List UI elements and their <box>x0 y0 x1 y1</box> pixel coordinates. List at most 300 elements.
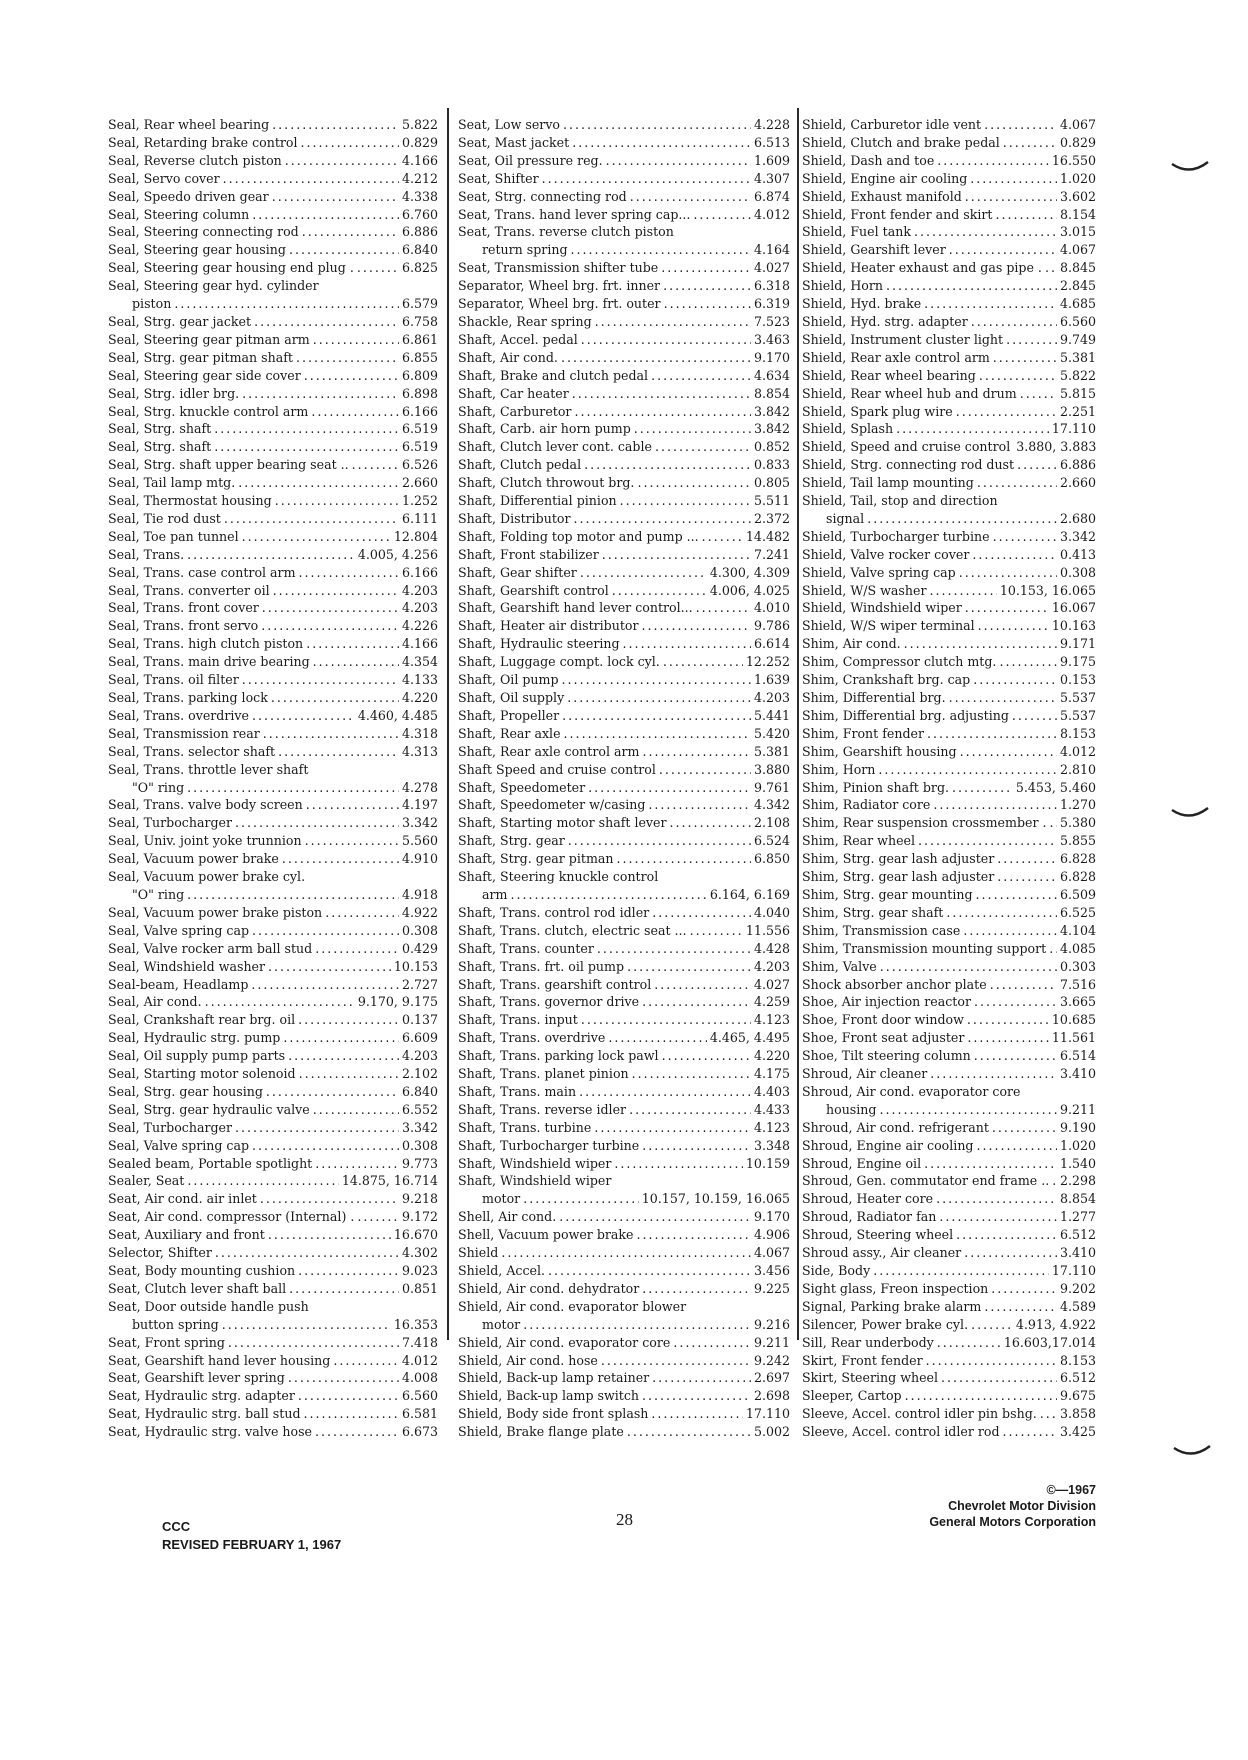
entry-reference: 4.104 <box>1059 922 1096 938</box>
index-entry <box>108 814 438 832</box>
entry-reference: 4.123 <box>753 1012 790 1028</box>
index-entry <box>802 134 1096 152</box>
dot-leader <box>926 1352 1057 1370</box>
entry-reference: 1.540 <box>1059 1155 1096 1171</box>
index-entry <box>458 152 790 170</box>
dot-leader <box>581 331 751 349</box>
entry-reference: 4.027 <box>753 260 790 276</box>
entry-reference: 0.308 <box>401 1137 438 1153</box>
dot-leader <box>608 1029 707 1047</box>
dot-leader <box>289 1280 399 1298</box>
entry-reference: 4.212 <box>401 170 438 186</box>
dot-leader <box>252 922 399 940</box>
entry-term: housing <box>826 1101 877 1117</box>
index-entry <box>108 1226 438 1244</box>
entry-reference: 8.153 <box>1059 1352 1096 1368</box>
index-entry <box>108 653 438 671</box>
dot-leader <box>984 116 1057 134</box>
index-entry <box>802 1083 1096 1101</box>
entry-term: Seal, Steering gear side cover <box>108 367 301 383</box>
entry-reference: 4.123 <box>753 1119 790 1135</box>
entry-term: Skirt, Steering wheel <box>802 1370 939 1386</box>
index-entry <box>458 313 790 331</box>
entry-reference: 9.211 <box>1059 1101 1096 1117</box>
entry-reference: 4.259 <box>753 994 790 1010</box>
index-entry <box>802 725 1096 743</box>
dot-leader <box>659 761 751 779</box>
index-entry <box>108 456 438 474</box>
index-entry <box>802 1119 1096 1137</box>
entry-term: Sill, Rear underbody <box>802 1334 934 1350</box>
page-number: 28 <box>616 1510 633 1529</box>
entry-term: Shield, Strg. connecting rod dust <box>802 457 1015 473</box>
index-entry <box>802 993 1096 1011</box>
dot-leader <box>997 868 1057 886</box>
entry-reference: 8.854 <box>1059 1191 1096 1207</box>
entry-reference: 6.673 <box>401 1424 438 1440</box>
index-entry <box>108 259 438 277</box>
entry-reference: 10.685 <box>1051 1012 1096 1028</box>
entry-term: Seal, Starting motor solenoid <box>108 1066 296 1082</box>
dot-leader <box>967 1011 1049 1029</box>
entry-term: Shield, Rear wheel hub and drum <box>802 385 1017 401</box>
dot-leader <box>614 1155 743 1173</box>
dot-leader <box>278 743 399 761</box>
index-entry <box>458 1316 790 1334</box>
entry-term: Seal, Vacuum power brake piston <box>108 904 323 920</box>
entry-term: Shaft, Trans. clutch, electric seat ... <box>458 922 687 938</box>
entry-term: Seal, Tail lamp mtg. <box>108 475 236 491</box>
entry-term: Seal, Strg. gear housing <box>108 1083 263 1099</box>
dot-leader <box>623 635 751 653</box>
dot-leader <box>630 188 751 206</box>
entry-reference: 5.815 <box>1059 385 1096 401</box>
dot-leader <box>632 1065 751 1083</box>
index-entry <box>458 1119 790 1137</box>
index-entry <box>108 1101 438 1119</box>
entry-term: Sealer, Seat <box>108 1173 185 1189</box>
entry-term: Shaft, Starting motor shaft lever <box>458 815 667 831</box>
dot-leader <box>242 385 399 403</box>
entry-reference: 10.153, 16.065 <box>999 582 1096 598</box>
dot-leader <box>929 582 996 600</box>
dot-leader <box>567 689 751 707</box>
entry-reference: 4.910 <box>401 851 438 867</box>
index-entry <box>802 689 1096 707</box>
dot-leader <box>272 188 399 206</box>
entry-reference: 4.203 <box>401 600 438 616</box>
entry-term: Seal, Air cond. <box>108 994 202 1010</box>
entry-term: Seal, Trans. front cover <box>108 600 259 616</box>
dot-leader <box>273 582 399 600</box>
index-entry <box>802 188 1096 206</box>
entry-term: Shaft, Air cond. <box>458 349 558 365</box>
entry-term: Shaft, Strg. gear pitman <box>458 851 614 867</box>
dot-leader <box>965 188 1057 206</box>
entry-term: Seal, Windshield washer <box>108 958 266 974</box>
index-entry <box>108 1387 438 1405</box>
entry-term: Shield, Carburetor idle vent <box>802 117 982 132</box>
entry-term: Seal, Trans. front servo <box>108 618 259 634</box>
index-entry <box>802 958 1096 976</box>
entry-term: Shield, Air cond. evaporator blower <box>458 1298 687 1314</box>
index-entry <box>108 707 438 725</box>
dot-leader <box>867 510 1057 528</box>
entry-reference: 0.429 <box>401 940 438 956</box>
index-entry <box>458 1011 790 1029</box>
entry-reference: 0.852 <box>753 439 790 455</box>
entry-term: motor <box>482 1316 521 1332</box>
entry-term: Shield, Exhaust manifold <box>802 188 962 204</box>
entry-term: Seal, Oil supply pump parts <box>108 1048 286 1064</box>
entry-term: Shield, Air cond. dehydrator <box>458 1280 640 1296</box>
index-entry <box>108 206 438 224</box>
entry-term: Shaft, Windshield wiper <box>458 1155 612 1171</box>
entry-term: Shield, Rear wheel bearing <box>802 367 976 383</box>
index-entry <box>458 671 790 689</box>
index-entry <box>802 116 1096 134</box>
index-entry <box>458 1387 790 1405</box>
dot-leader <box>629 1101 751 1119</box>
entry-reference: 6.319 <box>753 296 790 312</box>
entry-reference: 9.242 <box>753 1352 790 1368</box>
entry-reference: 4.203 <box>401 1048 438 1064</box>
entry-reference: 0.805 <box>753 475 790 491</box>
index-entry <box>458 976 790 994</box>
dot-leader <box>571 241 751 259</box>
entry-reference: 4.433 <box>753 1101 790 1117</box>
index-entry <box>458 223 790 241</box>
dot-leader <box>997 850 1057 868</box>
dot-leader <box>974 1047 1057 1065</box>
dot-leader <box>974 993 1057 1011</box>
entry-term: Shield, Air cond. evaporator core <box>458 1334 671 1350</box>
entry-term: Shield, Horn <box>802 278 884 294</box>
entry-term: Shim, Differential brg. <box>802 690 946 705</box>
index-entry <box>108 1065 438 1083</box>
entry-term: Seal, Trans. valve body screen <box>108 797 303 813</box>
entry-term: Shaft, Trans. parking lock pawl <box>458 1048 659 1064</box>
entry-term: Separator, Wheel brg. frt. outer <box>458 296 661 312</box>
index-entry <box>458 617 790 635</box>
entry-term: Seal, Trans. converter oil <box>108 582 270 598</box>
column-divider-2 <box>797 108 799 1340</box>
index-entry <box>458 528 790 546</box>
dot-leader <box>263 725 399 743</box>
entry-term: Shield, Splash <box>802 421 894 437</box>
entry-term: Shaft, Carburetor <box>458 403 572 419</box>
entry-reference: 4.164 <box>753 242 790 258</box>
dot-leader <box>301 134 399 152</box>
entry-term: Shaft, Folding top motor and pump ... <box>458 528 699 544</box>
entry-term: Signal, Parking brake alarm <box>802 1298 982 1314</box>
entry-term: Seal, Vacuum power brake cyl. <box>108 869 306 885</box>
dot-leader <box>563 116 751 134</box>
index-entry <box>458 653 790 671</box>
entry-reference: 4.318 <box>401 725 438 741</box>
entry-reference: 4.220 <box>753 1048 790 1064</box>
dot-leader <box>661 259 751 277</box>
entry-reference: 5.537 <box>1059 690 1096 705</box>
index-entry <box>458 1369 790 1387</box>
index-entry <box>458 689 790 707</box>
index-entry <box>802 295 1096 313</box>
entry-reference: 4.302 <box>401 1245 438 1261</box>
entry-reference: 6.514 <box>1059 1048 1096 1064</box>
index-entry <box>458 456 790 474</box>
dot-leader <box>268 958 391 976</box>
entry-reference: 2.810 <box>1059 761 1096 777</box>
index-entry <box>108 1172 438 1190</box>
entry-term: Shaft, Oil supply <box>458 690 565 705</box>
entry-reference: 9.216 <box>753 1316 790 1332</box>
dot-leader <box>352 456 399 474</box>
index-entry <box>108 510 438 528</box>
entry-reference: 4.465, 4.495 <box>709 1030 790 1046</box>
index-entry <box>458 116 790 134</box>
entry-term: Sight glass, Freon inspection <box>802 1280 989 1296</box>
entry-term: Seal-beam, Headlamp <box>108 976 249 992</box>
dot-leader <box>886 277 1057 295</box>
index-entry <box>802 1065 1096 1083</box>
dot-leader <box>306 635 399 653</box>
dot-leader <box>357 1208 399 1226</box>
dot-leader <box>918 832 1057 850</box>
index-entry <box>458 922 790 940</box>
entry-reference: 3.342 <box>401 815 438 831</box>
entry-term: Shield, Back-up lamp retainer <box>458 1370 650 1386</box>
entry-reference: 4.133 <box>401 672 438 688</box>
dot-leader <box>302 223 399 241</box>
dot-leader <box>693 206 751 224</box>
entry-term: Shim, Pinion shaft brg. <box>802 779 950 795</box>
entry-reference: 2.108 <box>753 815 790 831</box>
dot-leader <box>642 743 750 761</box>
entry-reference: 5.822 <box>1059 367 1096 383</box>
index-entry <box>108 1369 438 1387</box>
dot-leader <box>523 1316 751 1334</box>
index-entry <box>458 904 790 922</box>
entry-term: return spring <box>482 242 568 258</box>
index-entry <box>458 1244 790 1262</box>
dot-leader <box>574 403 750 421</box>
index-entry <box>802 653 1096 671</box>
index-entry <box>802 635 1096 653</box>
entry-term: Seat, Oil pressure reg. <box>458 152 603 168</box>
dot-leader <box>949 241 1057 259</box>
manual-code: CCC <box>162 1519 191 1534</box>
entry-term: Shim, Compressor clutch mtg. <box>802 654 997 670</box>
entry-term: Shaft, Rear axle control arm <box>458 743 640 759</box>
entry-reference: 5.381 <box>753 743 790 759</box>
entry-reference: 4.354 <box>401 654 438 670</box>
index-entry <box>458 277 790 295</box>
entry-reference: 6.758 <box>401 313 438 329</box>
index-entry <box>108 940 438 958</box>
dot-leader <box>242 528 391 546</box>
entry-reference: 3.602 <box>1059 188 1096 204</box>
entry-reference: 2.660 <box>1059 475 1096 491</box>
entry-reference: 4.012 <box>753 206 790 222</box>
entry-reference: 2.697 <box>753 1370 790 1386</box>
index-entry <box>108 976 438 994</box>
entry-term: Shaft, Trans. frt. oil pump <box>458 958 625 974</box>
entry-term: Seat, Transmission shifter tube <box>458 260 659 276</box>
entry-term: Shaft, Trans. gearshift control <box>458 976 652 992</box>
dot-leader <box>936 1190 1057 1208</box>
entry-reference: 1.270 <box>1059 797 1096 813</box>
entry-reference: 4.589 <box>1059 1298 1096 1314</box>
index-entry <box>108 403 438 421</box>
dot-leader <box>914 223 1057 241</box>
dot-leader <box>174 295 399 313</box>
dot-leader <box>702 528 743 546</box>
entry-reference: 7.418 <box>401 1334 438 1350</box>
index-entry <box>458 1334 790 1352</box>
entry-reference: 9.023 <box>401 1263 438 1278</box>
index-entry <box>108 1262 438 1280</box>
index-column-1 <box>108 116 438 1441</box>
index-entry <box>458 331 790 349</box>
entry-term: Shoe, Front door window <box>802 1012 964 1028</box>
entry-term: Shroud, Air cond. evaporator core <box>802 1083 1021 1099</box>
index-entry <box>802 206 1096 224</box>
entry-term: Seal, Steering gear pitman arm <box>108 331 310 347</box>
entry-term: Seat, Air cond. compressor (Internal) . <box>108 1209 355 1225</box>
entry-term: Seal, Steering gear housing end plug . <box>108 260 354 276</box>
dot-leader <box>283 1029 399 1047</box>
entry-term: Seat, Air cond. air inlet <box>108 1191 257 1207</box>
dot-leader <box>648 796 751 814</box>
entry-term: Shield, W/S wiper terminal <box>802 618 975 634</box>
index-entry <box>802 671 1096 689</box>
entry-reference: 4.228 <box>753 117 790 132</box>
entry-reference: 17.110 <box>1051 421 1096 437</box>
index-entry <box>458 1262 790 1280</box>
dot-leader <box>662 1047 751 1065</box>
entry-reference: 4.012 <box>401 1352 438 1368</box>
entry-term: Sleeper, Cartop <box>802 1388 902 1404</box>
entry-term: Shaft, Trans. turbine <box>458 1119 592 1135</box>
dot-leader <box>663 277 751 295</box>
entry-term: Shim, Crankshaft brg. cap <box>802 672 971 688</box>
dot-leader <box>601 1352 751 1370</box>
dot-leader <box>979 367 1057 385</box>
entry-reference: 4.342 <box>753 797 790 813</box>
index-entry <box>458 564 790 582</box>
entry-term: Seal, Valve spring cap <box>108 1137 250 1153</box>
dot-leader <box>949 689 1057 707</box>
dot-leader <box>214 438 399 456</box>
entry-term: Shaft, Oil pump <box>458 672 559 688</box>
index-entry <box>108 1029 438 1047</box>
index-entry <box>108 1423 438 1441</box>
index-entry <box>108 492 438 510</box>
entry-term: Seal, Strg. gear hydraulic valve <box>108 1101 310 1117</box>
entry-reference: 6.828 <box>1059 869 1096 885</box>
dot-leader <box>306 796 399 814</box>
entry-term: Seat, Hydraulic strg. adapter <box>108 1388 295 1404</box>
entry-reference: 5.560 <box>401 833 438 849</box>
index-entry <box>458 1047 790 1065</box>
index-entry <box>802 796 1096 814</box>
entry-reference: 4.040 <box>753 904 790 920</box>
entry-reference: 4.012 <box>1059 743 1096 759</box>
dot-leader <box>971 313 1057 331</box>
entry-reference: 9.202 <box>1059 1280 1096 1296</box>
index-entry <box>108 1119 438 1137</box>
dot-leader <box>252 707 355 725</box>
dot-leader <box>956 403 1057 421</box>
entry-term: Shaft, Rear axle <box>458 725 561 741</box>
entry-term: Shield, Front fender and skirt <box>802 206 993 222</box>
dot-leader <box>873 1262 1049 1280</box>
index-entry <box>802 1029 1096 1047</box>
entry-reference: 3.015 <box>1059 224 1096 240</box>
entry-reference: 12.804 <box>393 528 438 544</box>
dot-leader <box>654 976 751 994</box>
index-entry <box>802 241 1096 259</box>
dot-leader <box>568 832 751 850</box>
entry-term: Shroud, Air cleaner <box>802 1066 928 1082</box>
index-entry <box>802 1352 1096 1370</box>
entry-term: motor <box>482 1191 521 1207</box>
index-entry <box>458 814 790 832</box>
entry-term: Shim, Rear wheel <box>802 833 916 849</box>
entry-term: Shield, Valve spring cap <box>802 564 956 580</box>
dot-leader <box>313 1101 399 1119</box>
entry-reference: 5.453, 5.460 <box>1015 779 1096 795</box>
entry-reference: 0.829 <box>401 134 438 150</box>
entry-reference: 16.603,17.014 <box>1003 1334 1096 1350</box>
index-entry <box>108 223 438 241</box>
dot-leader <box>224 510 399 528</box>
dot-leader <box>262 599 399 617</box>
entry-term: Shaft, Gearshift hand lever control... <box>458 600 693 616</box>
index-entry <box>108 761 438 779</box>
dot-leader <box>574 510 751 528</box>
dot-leader <box>268 1226 391 1244</box>
entry-reference: 4.203 <box>753 958 790 974</box>
index-entry <box>458 1029 790 1047</box>
dot-leader <box>992 1119 1057 1137</box>
entry-reference: 2.251 <box>1059 403 1096 419</box>
entry-term: Shield, Brake flange plate <box>458 1424 624 1440</box>
entry-term: Seal, Tie rod dust <box>108 510 221 526</box>
dot-leader <box>960 743 1057 761</box>
entry-term: piston <box>132 296 172 312</box>
entry-reference: 4.203 <box>753 690 790 705</box>
index-entry <box>108 599 438 617</box>
entry-term: Skirt, Front fender <box>802 1352 923 1368</box>
entry-term: Seat, Clutch lever shaft ball <box>108 1280 287 1296</box>
dot-leader <box>572 134 751 152</box>
index-entry <box>802 1226 1096 1244</box>
dot-leader <box>642 617 751 635</box>
entry-term: Shaft, Speedometer w/casing <box>458 797 646 813</box>
dot-leader <box>296 349 399 367</box>
dot-leader <box>1052 1172 1057 1190</box>
entry-reference: 6.318 <box>753 278 790 294</box>
entry-term: Seat, Gearshift lever spring <box>108 1370 285 1386</box>
entry-reference: 5.511 <box>753 493 790 509</box>
index-entry <box>802 922 1096 940</box>
index-entry <box>108 438 438 456</box>
entry-term: arm <box>482 886 508 902</box>
index-entry <box>802 420 1096 438</box>
entry-term: Seal, Steering column <box>108 206 250 222</box>
entry-reference: 9.170 <box>753 349 790 365</box>
